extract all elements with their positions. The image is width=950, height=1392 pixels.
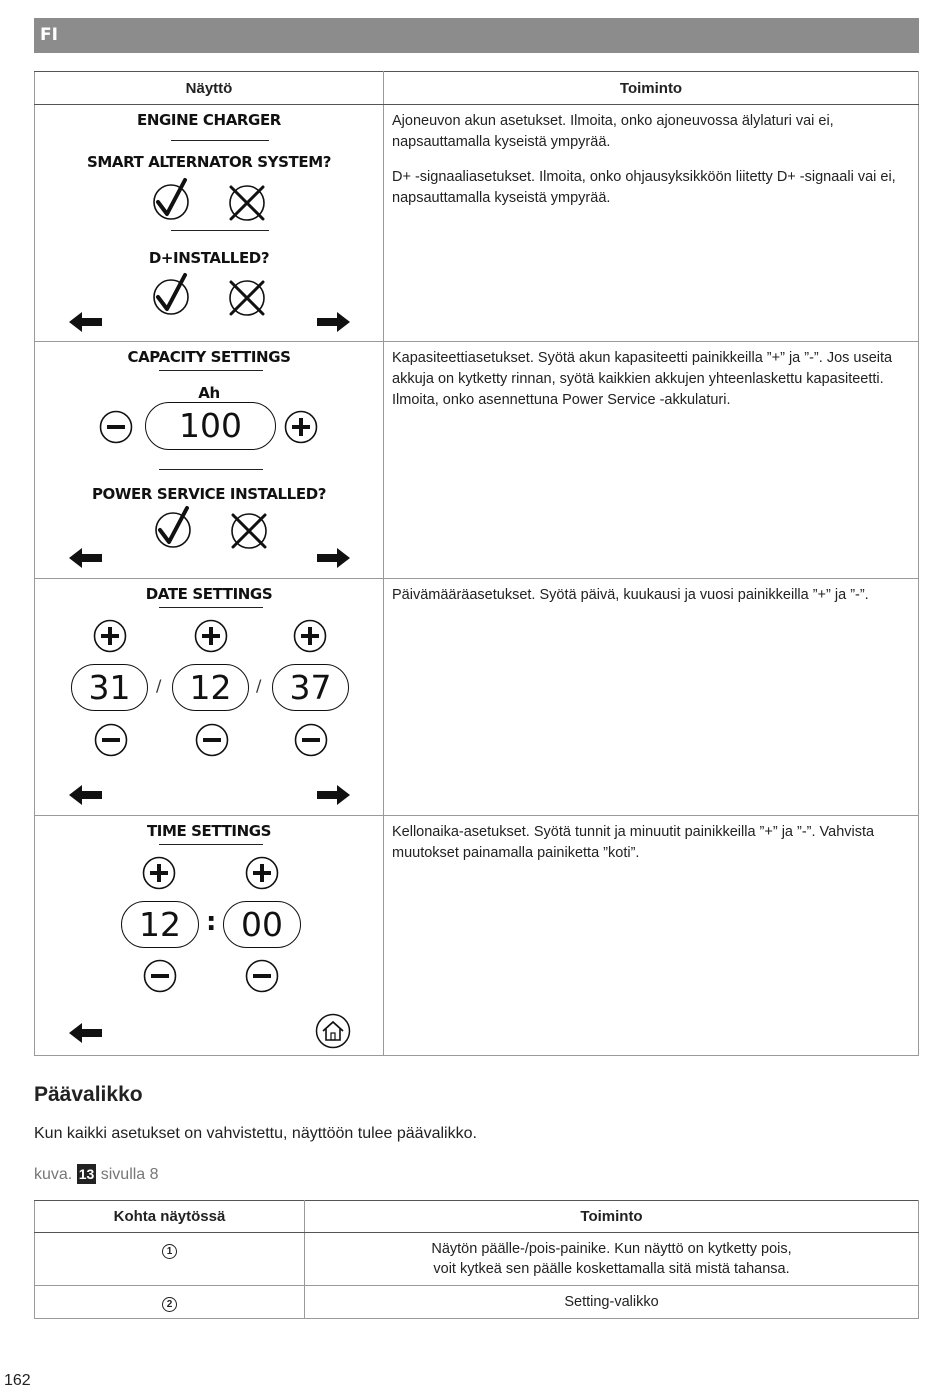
screen-title: DATE SETTINGS: [145, 585, 273, 603]
item-number-badge: 2: [162, 1297, 177, 1312]
back-arrow-icon[interactable]: [69, 1023, 103, 1043]
figref-prefix: kuva.: [34, 1166, 73, 1183]
back-arrow-icon[interactable]: [69, 785, 103, 805]
date-separator: /: [256, 676, 262, 695]
column-header-screen: Näyttö: [35, 72, 384, 105]
minutes-plus-icon[interactable]: [245, 856, 279, 890]
column-header-function: Toiminto: [384, 72, 919, 105]
function-date-settings: [384, 579, 919, 816]
description-text: Päivämääräasetukset. Syötä päivä, kuukausi ja vuosi painikkeilla ”+” ja ”-”.: [392, 587, 869, 603]
forward-arrow-icon[interactable]: [316, 548, 350, 568]
minutes-minus-icon[interactable]: [245, 959, 279, 993]
description-text: Kellonaika-asetukset. Syötä tunnit ja minuutit painikkeilla ”+” ja ”-”. Vahvista muutokset painamalla painiketta ”koti”.: [392, 824, 875, 861]
section-title: Päävalikko: [34, 1083, 143, 1106]
screen-title: TIME SETTINGS: [146, 822, 272, 840]
cross-icon[interactable]: [227, 278, 267, 318]
screen-time-settings: [35, 816, 384, 1056]
question-smart-alternator: SMART ALTERNATOR SYSTEM?: [86, 153, 332, 171]
day-minus-icon[interactable]: [94, 723, 128, 757]
divider: [171, 140, 269, 141]
page-number: 162: [4, 1372, 31, 1389]
function-time-settings: [384, 816, 919, 1056]
column-header-function: Toiminto: [305, 1201, 919, 1233]
section-paragraph: Kun kaikki asetukset on vahvistettu, näyttöön tulee päävalikko.: [34, 1125, 477, 1142]
figure-reference: [34, 1164, 159, 1184]
back-arrow-icon[interactable]: [69, 312, 103, 332]
day-value-field[interactable]: 31: [71, 664, 148, 711]
capacity-value-field[interactable]: 100: [145, 402, 276, 450]
divider: [159, 844, 263, 845]
item-cell: [35, 1233, 305, 1286]
item-cell: [35, 1286, 305, 1319]
description-text: D+ -signaaliasetukset. Ilmoita, onko ohjausyksikköön liitetty D+ -signaali vai ei, napsauttamalla kyseistä ympyrää.: [392, 169, 896, 206]
description-text: Kapasiteettiasetukset. Syötä akun kapasiteetti painikkeilla ”+” ja ”-”. Jos useita akkuja on kytketty rinnan, syötä kaikkien akkujen yhteenlaskettu kapasiteetti. Ilmoita, onko asennettuna Power Service -akkulaturi.: [392, 350, 893, 408]
function-capacity-settings: [384, 342, 919, 579]
year-plus-icon[interactable]: [293, 619, 327, 653]
column-header-item: Kohta näytössä: [35, 1201, 305, 1233]
question-d-plus: D+INSTALLED?: [148, 249, 270, 267]
hours-minus-icon[interactable]: [143, 959, 177, 993]
divider: [171, 230, 269, 231]
check-icon[interactable]: [151, 277, 191, 317]
minutes-value-field[interactable]: 00: [223, 901, 301, 948]
check-icon[interactable]: [151, 182, 191, 222]
month-plus-icon[interactable]: [194, 619, 228, 653]
question-power-service: POWER SERVICE INSTALLED?: [91, 485, 327, 503]
figref-suffix: sivulla 8: [100, 1166, 159, 1183]
screen-function-table: [34, 71, 919, 1056]
language-header-bar: [34, 18, 919, 53]
plus-icon[interactable]: [284, 410, 318, 444]
screen-title: CAPACITY SETTINGS: [127, 348, 291, 366]
figure-number-badge: 13: [78, 1166, 95, 1182]
forward-arrow-icon[interactable]: [316, 785, 350, 805]
year-value-field[interactable]: 37: [272, 664, 349, 711]
divider: [159, 370, 263, 371]
function-engine-charger: [384, 105, 919, 342]
item-function-cell: [305, 1286, 919, 1319]
check-icon[interactable]: [153, 510, 193, 550]
month-minus-icon[interactable]: [195, 723, 229, 757]
time-separator: :: [206, 907, 217, 937]
day-plus-icon[interactable]: [93, 619, 127, 653]
item-function-cell: [305, 1233, 919, 1286]
screen-capacity-settings: [35, 342, 384, 579]
language-tag: FI: [40, 25, 58, 45]
cross-icon[interactable]: [229, 511, 269, 551]
divider: [159, 469, 263, 470]
screen-title: ENGINE CHARGER: [137, 111, 281, 129]
forward-arrow-icon[interactable]: [316, 312, 350, 332]
description-text: Ajoneuvon akun asetukset. Ilmoita, onko ajoneuvossa älylaturi vai ei, napsauttamalla kyseistä ympyrää.: [392, 113, 834, 150]
item-number-badge: 1: [162, 1244, 177, 1259]
unit-label: Ah: [198, 384, 220, 402]
back-arrow-icon[interactable]: [69, 548, 103, 568]
date-separator: /: [156, 676, 162, 695]
description-line: voit kytkeä sen päälle koskettamalla sitä mistä tahansa.: [433, 1261, 790, 1277]
minus-icon[interactable]: [99, 410, 133, 444]
month-value-field[interactable]: 12: [172, 664, 249, 711]
description-line: Näytön päälle-/pois-painike. Kun näyttö on kytketty pois,: [431, 1241, 792, 1257]
main-menu-table: [34, 1200, 919, 1319]
hours-plus-icon[interactable]: [142, 856, 176, 890]
home-icon[interactable]: [315, 1013, 351, 1049]
divider: [159, 607, 263, 608]
screen-engine-charger: [35, 105, 384, 342]
screen-date-settings: [35, 579, 384, 816]
hours-value-field[interactable]: 12: [121, 901, 199, 948]
description-line: Setting-valikko: [564, 1294, 659, 1310]
year-minus-icon[interactable]: [294, 723, 328, 757]
cross-icon[interactable]: [227, 183, 267, 223]
